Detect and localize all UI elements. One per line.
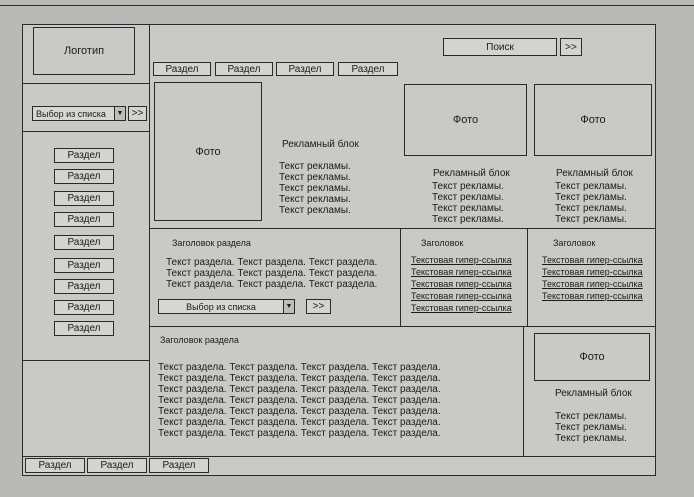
left-nav-item-3[interactable] — [54, 191, 114, 206]
footer-nav-label: Раздел — [38, 460, 72, 471]
section-text-line: Текст раздела. Текст раздела. Текст раздела. Текст раздела. — [158, 362, 441, 373]
photo-label: Фото — [195, 145, 221, 158]
links1-item[interactable]: Текстовая гипер-ссылка — [411, 267, 512, 277]
photo-label: Фото — [452, 114, 479, 126]
promo-main-text — [279, 161, 351, 216]
footer-nav-item-3[interactable] — [149, 458, 209, 473]
links2-title: Заголовок — [553, 238, 596, 248]
links1-title: Заголовок — [421, 238, 464, 248]
top-nav-item-2[interactable] — [215, 62, 273, 76]
left-nav-label: Раздел — [67, 323, 101, 334]
promo-text-line: Текст рекламы. — [555, 433, 627, 444]
chevron-down-icon[interactable]: ▼ — [114, 107, 125, 120]
links1-item[interactable]: Текстовая гипер-ссылка — [411, 291, 512, 301]
left-nav-item-7[interactable] — [54, 279, 114, 294]
chevron-down-icon[interactable]: ▼ — [283, 300, 294, 313]
left-nav-label: Раздел — [67, 150, 101, 161]
links2-item[interactable]: Текстовая гипер-ссылка — [542, 255, 643, 265]
top-rule — [0, 5, 694, 6]
left-nav-label: Раздел — [67, 193, 101, 204]
promo-c-title: Рекламный блок — [555, 388, 632, 399]
left-column-divider — [149, 24, 150, 456]
footer-nav-label: Раздел — [100, 460, 134, 471]
section-text-line: Текст раздела. Текст раздела. Текст раздела. — [166, 268, 378, 279]
left-select-go-label: >> — [131, 108, 144, 119]
left-select[interactable] — [32, 106, 126, 121]
left-nav-item-5[interactable] — [54, 235, 114, 250]
search-go-label: >> — [565, 41, 577, 53]
section-text-line: Текст раздела. Текст раздела. Текст раздела. Текст раздела. — [158, 395, 441, 406]
promo-b-text — [555, 181, 627, 225]
section-text-line: Текст раздела. Текст раздела. Текст раздела. Текст раздела. — [158, 428, 441, 439]
promo-text-line: Текст рекламы. — [279, 183, 351, 194]
left-nav-label: Раздел — [67, 281, 101, 292]
section2-text — [158, 362, 441, 439]
promo-text-line: Текст рекламы. — [555, 214, 627, 225]
section2-title: Заголовок раздела — [160, 335, 239, 345]
left-nav-item-9[interactable] — [54, 321, 114, 336]
main-divider-2 — [149, 326, 656, 327]
left-nav-label: Раздел — [67, 171, 101, 182]
top-nav-label: Раздел — [165, 63, 199, 75]
links1-list — [411, 254, 512, 314]
section1-text — [166, 257, 377, 290]
footer-divider — [22, 456, 656, 457]
left-nav-item-8[interactable] — [54, 300, 114, 315]
left-divider-3 — [22, 360, 149, 361]
promo-a-photo — [404, 84, 527, 156]
left-nav-item-1[interactable] — [54, 148, 114, 163]
logo[interactable] — [33, 27, 135, 75]
promo-text-line: Текст рекламы. — [432, 181, 504, 192]
footer-nav-item-1[interactable] — [25, 458, 85, 473]
left-nav-label: Раздел — [67, 237, 101, 248]
left-select-go-button[interactable] — [128, 106, 147, 121]
promo-a-title: Рекламный блок — [433, 168, 510, 179]
promo-a-text — [432, 181, 504, 225]
promo-c-text — [555, 411, 627, 444]
promo-text-line: Текст рекламы. — [279, 194, 351, 205]
section-text-line: Текст раздела. Текст раздела. Текст раздела. — [166, 257, 378, 268]
links2-list — [542, 254, 643, 302]
section-text-line: Текст раздела. Текст раздела. Текст раздела. Текст раздела. — [158, 417, 441, 428]
promo-main-photo — [154, 82, 262, 221]
promo-b-title: Рекламный блок — [556, 168, 633, 179]
promo-text-line: Текст рекламы. — [279, 172, 351, 183]
links2-item[interactable]: Текстовая гипер-ссылка — [542, 279, 643, 289]
left-nav-label: Раздел — [67, 260, 101, 271]
promo-text-line: Текст рекламы. — [432, 203, 504, 214]
section-text-line: Текст раздела. Текст раздела. Текст раздела. Текст раздела. — [158, 384, 441, 395]
main-vdivider-1 — [400, 228, 401, 326]
links1-item[interactable]: Текстовая гипер-ссылка — [411, 255, 512, 265]
promo-b-photo — [534, 84, 652, 156]
search-input[interactable] — [443, 38, 557, 56]
promo-text-line: Текст рекламы. — [555, 411, 627, 422]
logo-label: Логотип — [63, 45, 105, 57]
section1-go-label: >> — [312, 301, 325, 312]
section-text-line: Текст раздела. Текст раздела. Текст раздела. Текст раздела. — [158, 373, 441, 384]
links2-item[interactable]: Текстовая гипер-ссылка — [542, 267, 643, 277]
section1-select[interactable] — [158, 299, 295, 314]
footer-nav-label: Раздел — [162, 460, 196, 471]
links1-item[interactable]: Текстовая гипер-ссылка — [411, 303, 512, 313]
top-nav-label: Раздел — [227, 63, 261, 75]
main-vdivider-3 — [523, 326, 524, 456]
promo-text-line: Текст рекламы. — [555, 181, 627, 192]
top-nav-item-1[interactable] — [153, 62, 211, 76]
section-text-line: Текст раздела. Текст раздела. Текст раздела. — [166, 279, 378, 290]
left-nav-item-4[interactable] — [54, 212, 114, 227]
left-nav-item-2[interactable] — [54, 169, 114, 184]
left-nav-label: Раздел — [67, 214, 101, 225]
promo-text-line: Текст рекламы. — [555, 203, 627, 214]
promo-main-title: Рекламный блок — [282, 139, 359, 150]
footer-nav-item-2[interactable] — [87, 458, 147, 473]
promo-text-line: Текст рекламы. — [432, 192, 504, 203]
section1-title: Заголовок раздела — [172, 238, 251, 248]
promo-text-line: Текст рекламы. — [555, 192, 627, 203]
top-nav-label: Раздел — [351, 63, 385, 75]
search-button[interactable] — [560, 38, 582, 56]
top-nav-label: Раздел — [288, 63, 322, 75]
promo-c-photo — [534, 333, 650, 381]
promo-text-line: Текст рекламы. — [432, 214, 504, 225]
links2-item[interactable]: Текстовая гипер-ссылка — [542, 291, 643, 301]
left-nav-item-6[interactable] — [54, 258, 114, 273]
left-select-value: Выбор из списка — [36, 108, 106, 119]
photo-label: Фото — [580, 114, 606, 126]
top-nav-item-4[interactable] — [338, 62, 398, 76]
left-divider-2 — [22, 131, 149, 132]
top-nav-item-3[interactable] — [276, 62, 334, 76]
section-text-line: Текст раздела. Текст раздела. Текст раздела. Текст раздела. — [158, 406, 441, 417]
search-label: Поиск — [486, 41, 514, 53]
promo-text-line: Текст рекламы. — [279, 205, 351, 216]
promo-text-line: Текст рекламы. — [279, 161, 351, 172]
promo-text-line: Текст рекламы. — [555, 422, 627, 433]
main-vdivider-2 — [527, 228, 528, 326]
photo-label: Фото — [579, 351, 605, 363]
section1-go-button[interactable] — [306, 299, 331, 314]
left-nav-label: Раздел — [67, 302, 101, 313]
links1-item[interactable]: Текстовая гипер-ссылка — [411, 279, 512, 289]
main-divider-1 — [149, 228, 656, 229]
section1-select-value: Выбор из списка — [186, 301, 256, 312]
left-divider-1 — [22, 83, 149, 84]
